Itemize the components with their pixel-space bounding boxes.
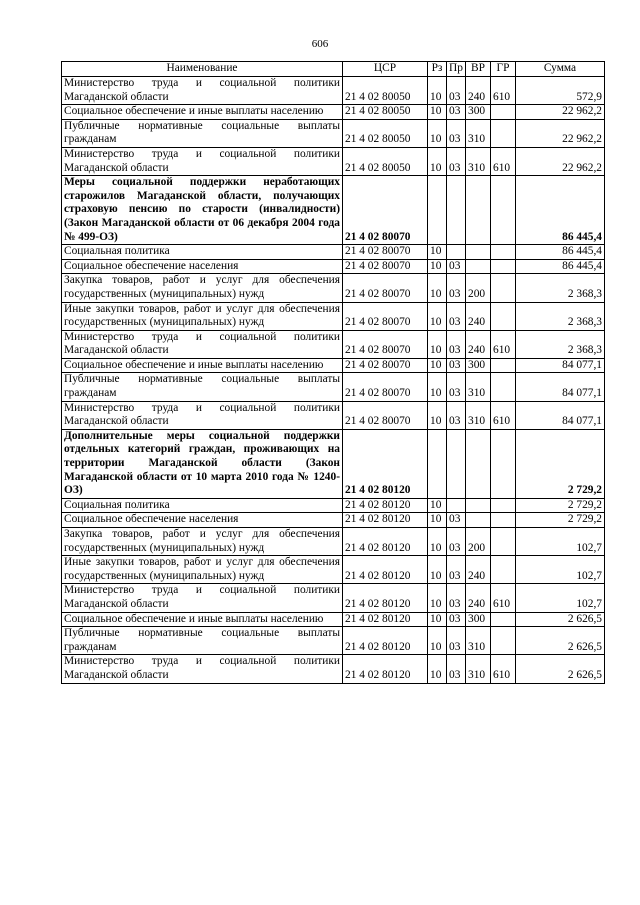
cell-sum: 102,7 — [516, 584, 605, 612]
cell-rz: 10 — [428, 373, 447, 401]
cell-rz: 10 — [428, 556, 447, 584]
header-rz: Рз — [428, 62, 447, 77]
cell-vr: 240 — [466, 77, 491, 105]
cell-gr: 610 — [491, 77, 516, 105]
cell-csr: 21 4 02 80120 — [343, 556, 428, 584]
cell-gr — [491, 245, 516, 260]
cell-name: Иные закупки товаров, работ и услуг для обеспечения государственных (муниципальных) нужд — [62, 302, 343, 330]
cell-name: Социальное обеспечение и иные выплаты населению — [62, 358, 343, 373]
budget-table — [61, 61, 605, 684]
cell-vr: 310 — [466, 401, 491, 429]
header-csr: ЦСР — [343, 62, 428, 77]
cell-name: Социальная политика — [62, 245, 343, 260]
cell-sum: 2 626,5 — [516, 627, 605, 655]
cell-name: Публичные нормативные социальные выплаты гражданам — [62, 627, 343, 655]
cell-pr: 03 — [447, 330, 466, 358]
cell-vr — [466, 245, 491, 260]
table-row — [62, 556, 605, 584]
cell-csr: 21 4 02 80070 — [343, 373, 428, 401]
cell-sum: 22 962,2 — [516, 105, 605, 120]
cell-name: Закупка товаров, работ и услуг для обеспечения государственных (муниципальных) нужд — [62, 528, 343, 556]
cell-name: Министерство труда и социальной политики Магаданской области — [62, 330, 343, 358]
cell-rz: 10 — [428, 119, 447, 147]
cell-rz: 10 — [428, 330, 447, 358]
cell-name: Министерство труда и социальной политики Магаданской области — [62, 401, 343, 429]
cell-vr: 300 — [466, 358, 491, 373]
cell-sum: 86 445,4 — [516, 259, 605, 274]
cell-pr: 03 — [447, 655, 466, 683]
cell-csr: 21 4 02 80070 — [343, 245, 428, 260]
cell-rz: 10 — [428, 302, 447, 330]
cell-name: Публичные нормативные социальные выплаты гражданам — [62, 119, 343, 147]
table-row — [62, 358, 605, 373]
cell-gr — [491, 528, 516, 556]
cell-gr — [491, 274, 516, 302]
cell-csr: 21 4 02 80070 — [343, 259, 428, 274]
cell-gr — [491, 302, 516, 330]
table-row — [62, 513, 605, 528]
cell-csr: 21 4 02 80070 — [343, 302, 428, 330]
cell-sum: 2 368,3 — [516, 330, 605, 358]
table-header-row — [62, 62, 605, 77]
cell-pr: 03 — [447, 556, 466, 584]
cell-sum: 2 729,2 — [516, 513, 605, 528]
cell-rz: 10 — [428, 105, 447, 120]
table-row — [62, 429, 605, 498]
cell-pr: 03 — [447, 584, 466, 612]
cell-rz: 10 — [428, 245, 447, 260]
cell-vr: 310 — [466, 373, 491, 401]
cell-csr: 21 4 02 80050 — [343, 147, 428, 175]
cell-pr: 03 — [447, 612, 466, 627]
cell-gr: 610 — [491, 584, 516, 612]
cell-sum: 102,7 — [516, 556, 605, 584]
cell-gr — [491, 556, 516, 584]
cell-vr: 240 — [466, 330, 491, 358]
cell-pr — [447, 429, 466, 498]
cell-name: Министерство труда и социальной политики Магаданской области — [62, 147, 343, 175]
cell-name: Социальное обеспечение и иные выплаты населению — [62, 612, 343, 627]
cell-gr — [491, 612, 516, 627]
cell-gr — [491, 498, 516, 513]
header-pr: Пр — [447, 62, 466, 77]
cell-rz: 10 — [428, 528, 447, 556]
cell-rz: 10 — [428, 77, 447, 105]
cell-vr: 240 — [466, 584, 491, 612]
cell-gr — [491, 119, 516, 147]
cell-vr — [466, 513, 491, 528]
cell-gr — [491, 176, 516, 245]
header-name: Наименование — [62, 62, 343, 77]
table-row — [62, 147, 605, 175]
cell-pr: 03 — [447, 358, 466, 373]
table-row — [62, 528, 605, 556]
cell-vr: 300 — [466, 105, 491, 120]
cell-csr: 21 4 02 80070 — [343, 330, 428, 358]
cell-pr — [447, 176, 466, 245]
header-gr: ГР — [491, 62, 516, 77]
cell-rz: 10 — [428, 274, 447, 302]
cell-gr: 610 — [491, 655, 516, 683]
cell-pr: 03 — [447, 513, 466, 528]
cell-csr: 21 4 02 80120 — [343, 528, 428, 556]
cell-sum: 84 077,1 — [516, 358, 605, 373]
cell-csr: 21 4 02 80120 — [343, 513, 428, 528]
cell-pr: 03 — [447, 77, 466, 105]
cell-sum: 22 962,2 — [516, 147, 605, 175]
cell-csr: 21 4 02 80050 — [343, 119, 428, 147]
cell-name: Министерство труда и социальной политики Магаданской области — [62, 584, 343, 612]
cell-csr: 21 4 02 80070 — [343, 176, 428, 245]
table-row — [62, 245, 605, 260]
cell-sum: 22 962,2 — [516, 119, 605, 147]
cell-name: Социальное обеспечение населения — [62, 513, 343, 528]
cell-pr: 03 — [447, 302, 466, 330]
cell-rz — [428, 176, 447, 245]
cell-csr: 21 4 02 80050 — [343, 77, 428, 105]
cell-pr: 03 — [447, 274, 466, 302]
cell-pr: 03 — [447, 627, 466, 655]
cell-pr: 03 — [447, 528, 466, 556]
cell-sum: 2 626,5 — [516, 612, 605, 627]
table-row — [62, 612, 605, 627]
cell-vr: 200 — [466, 274, 491, 302]
table-row — [62, 105, 605, 120]
cell-sum: 572,9 — [516, 77, 605, 105]
table-row — [62, 584, 605, 612]
cell-rz: 10 — [428, 401, 447, 429]
cell-name: Дополнительные меры социальной поддержки отдельных категорий граждан, проживающих на территории Магаданской области (Закон Магаданской области от 10 марта 2010 года № 1240-ОЗ) — [62, 429, 343, 498]
cell-pr — [447, 498, 466, 513]
table-row — [62, 401, 605, 429]
header-sum: Сумма — [516, 62, 605, 77]
cell-pr: 03 — [447, 259, 466, 274]
cell-csr: 21 4 02 80050 — [343, 105, 428, 120]
cell-vr: 310 — [466, 627, 491, 655]
cell-gr — [491, 259, 516, 274]
cell-sum: 84 077,1 — [516, 401, 605, 429]
cell-rz: 10 — [428, 584, 447, 612]
cell-name: Публичные нормативные социальные выплаты гражданам — [62, 373, 343, 401]
table-row — [62, 274, 605, 302]
cell-vr: 310 — [466, 119, 491, 147]
cell-vr — [466, 498, 491, 513]
cell-gr — [491, 105, 516, 120]
cell-vr: 300 — [466, 612, 491, 627]
cell-sum: 102,7 — [516, 528, 605, 556]
cell-sum: 84 077,1 — [516, 373, 605, 401]
cell-csr: 21 4 02 80070 — [343, 274, 428, 302]
cell-name: Министерство труда и социальной политики Магаданской области — [62, 77, 343, 105]
table-row — [62, 627, 605, 655]
cell-pr: 03 — [447, 401, 466, 429]
page-number: 606 — [311, 38, 329, 50]
cell-sum: 2 729,2 — [516, 429, 605, 498]
header-vr: ВР — [466, 62, 491, 77]
cell-rz: 10 — [428, 358, 447, 373]
cell-csr: 21 4 02 80120 — [343, 498, 428, 513]
cell-rz: 10 — [428, 627, 447, 655]
cell-sum: 2 626,5 — [516, 655, 605, 683]
cell-vr — [466, 259, 491, 274]
cell-pr: 03 — [447, 105, 466, 120]
cell-pr: 03 — [447, 373, 466, 401]
cell-sum: 86 445,4 — [516, 176, 605, 245]
cell-sum: 86 445,4 — [516, 245, 605, 260]
table-body — [62, 77, 605, 684]
cell-vr: 200 — [466, 528, 491, 556]
cell-rz: 10 — [428, 655, 447, 683]
cell-vr — [466, 176, 491, 245]
table-row — [62, 498, 605, 513]
cell-name: Министерство труда и социальной политики Магаданской области — [62, 655, 343, 683]
cell-gr — [491, 373, 516, 401]
cell-gr — [491, 429, 516, 498]
table-row — [62, 302, 605, 330]
cell-rz: 10 — [428, 513, 447, 528]
cell-sum: 2 368,3 — [516, 274, 605, 302]
cell-csr: 21 4 02 80070 — [343, 401, 428, 429]
cell-vr: 310 — [466, 655, 491, 683]
table-row — [62, 655, 605, 683]
cell-name: Закупка товаров, работ и услуг для обеспечения государственных (муниципальных) нужд — [62, 274, 343, 302]
cell-csr: 21 4 02 80120 — [343, 627, 428, 655]
cell-name: Социальное обеспечение населения — [62, 259, 343, 274]
cell-pr — [447, 245, 466, 260]
cell-csr: 21 4 02 80120 — [343, 612, 428, 627]
cell-name: Иные закупки товаров, работ и услуг для обеспечения государственных (муниципальных) нужд — [62, 556, 343, 584]
cell-pr: 03 — [447, 147, 466, 175]
table-row — [62, 330, 605, 358]
cell-name: Социальная политика — [62, 498, 343, 513]
cell-pr: 03 — [447, 119, 466, 147]
cell-sum: 2 729,2 — [516, 498, 605, 513]
cell-csr: 21 4 02 80070 — [343, 358, 428, 373]
cell-gr — [491, 627, 516, 655]
table-row — [62, 176, 605, 245]
cell-vr: 240 — [466, 302, 491, 330]
cell-gr: 610 — [491, 330, 516, 358]
cell-name: Социальное обеспечение и иные выплаты населению — [62, 105, 343, 120]
cell-name: Меры социальной поддержки неработающих старожилов Магаданской области, получающих страховую пенсию по старости (инвалидности) (Закон Магаданской области от 06 декабря 2004 года № 499-ОЗ) — [62, 176, 343, 245]
cell-rz: 10 — [428, 498, 447, 513]
cell-vr: 240 — [466, 556, 491, 584]
cell-gr: 610 — [491, 401, 516, 429]
cell-vr: 310 — [466, 147, 491, 175]
cell-csr: 21 4 02 80120 — [343, 655, 428, 683]
cell-gr: 610 — [491, 147, 516, 175]
table-row — [62, 77, 605, 105]
cell-gr — [491, 513, 516, 528]
cell-csr: 21 4 02 80120 — [343, 584, 428, 612]
cell-sum: 2 368,3 — [516, 302, 605, 330]
cell-vr — [466, 429, 491, 498]
cell-rz: 10 — [428, 259, 447, 274]
table-row — [62, 373, 605, 401]
cell-rz: 10 — [428, 612, 447, 627]
table-row — [62, 119, 605, 147]
table-row — [62, 259, 605, 274]
cell-rz: 10 — [428, 147, 447, 175]
cell-rz — [428, 429, 447, 498]
cell-gr — [491, 358, 516, 373]
cell-csr: 21 4 02 80120 — [343, 429, 428, 498]
